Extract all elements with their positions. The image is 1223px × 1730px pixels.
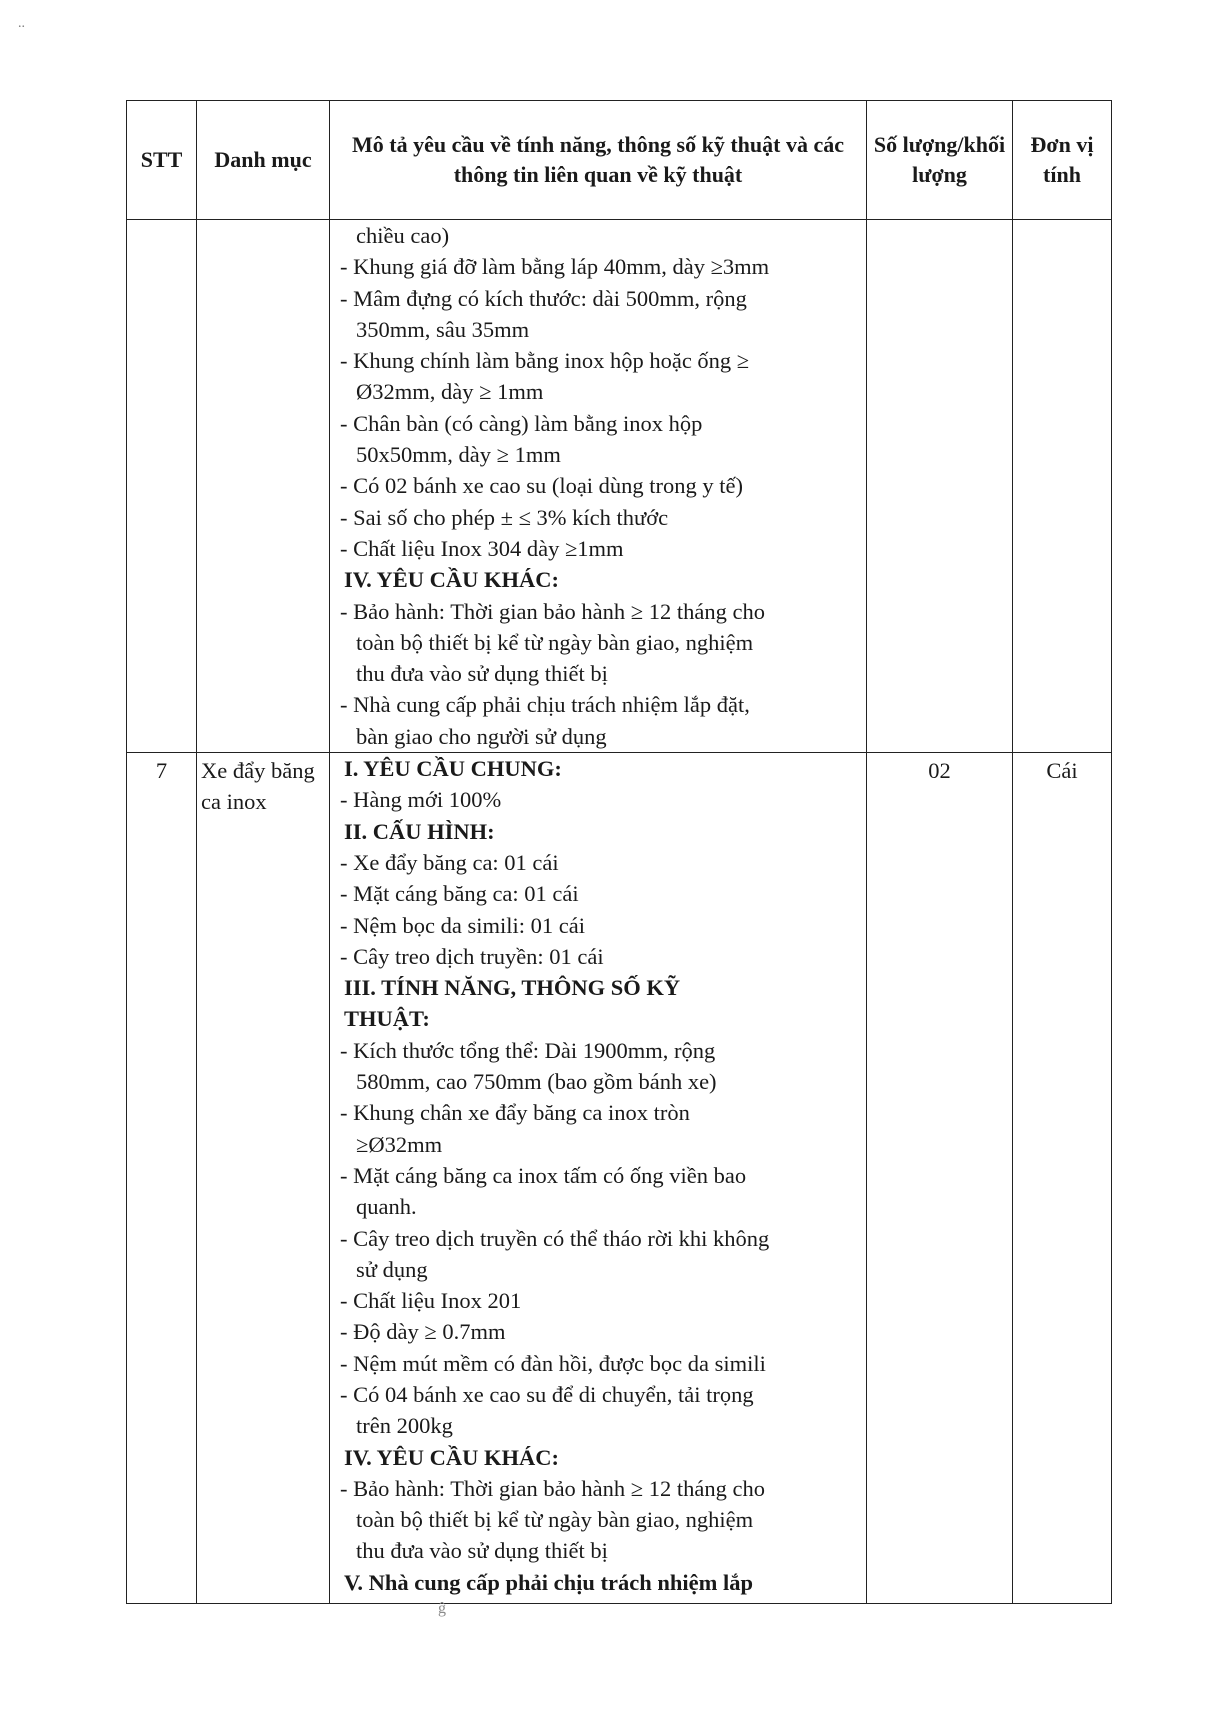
description-line: chiều cao) [356,223,450,248]
description-line: - Mặt cáng băng ca: 01 cái [340,881,579,907]
section-heading: I. YÊU CẦU CHUNG: [344,756,562,782]
quantity-cell [867,753,1013,1604]
section-heading: V. Nhà cung cấp phải chịu trách nhiệm lắp [344,1569,754,1595]
description-line: toàn bộ thiết bị kể từ ngày bàn giao, nghiệm [356,1507,754,1533]
stt-cell [127,753,197,1604]
stt-value [127,220,196,222]
description-line: - Xe đẩy băng ca: 01 cái [340,849,559,875]
description-line: - Mặt cáng băng ca inox tấm có ống viền bao [340,1162,747,1188]
section-heading: THUẬT: [344,1006,430,1032]
header-unit: Đơn vị tính [1013,101,1112,220]
header-stt: STT [127,101,197,220]
header-quantity: Số lượng/khối lượng [867,101,1013,220]
table-row-7 [127,753,1112,1604]
section-heading: III. TÍNH NĂNG, THÔNG SỐ KỸ [344,975,681,1001]
description-line: bàn giao cho người sử dụng [356,723,607,749]
description-line: 350mm, sâu 35mm [356,316,530,342]
category-value: Xe đẩy băng ca inox [201,758,315,815]
description-line: - Có 04 bánh xe cao su để di chuyển, tải trọng [340,1381,754,1407]
quantity-value: 02 [928,758,951,784]
stt-cell [127,220,197,753]
description-line: thu đưa vào sử dụng thiết bị [356,1538,608,1564]
description-line: - Bảo hành: Thời gian bảo hành ≥ 12 tháng cho [340,598,765,624]
unit-cell [1013,753,1112,1604]
description-line: - Kích thước tổng thể: Dài 1900mm, rộng [340,1037,716,1063]
page-corner-mark: .. [18,16,25,31]
bottom-stamp-mark: ĝ [438,1600,446,1617]
section-heading: IV. YÊU CẦU KHÁC: [344,1444,560,1470]
header-category: Danh mục [197,101,330,220]
unit-value [1013,220,1111,222]
description-line: sử dụng [356,1256,428,1282]
unit-value: Cái [1046,758,1078,784]
description-cell [330,753,867,1604]
description-line: trên 200kg [356,1413,453,1439]
description-line: - Sai số cho phép ± ≤ 3% kích thước [340,504,669,530]
quantity-cell [867,220,1013,753]
description-line: - Chất liệu Inox 201 [340,1288,522,1314]
description-line: thu đưa vào sử dụng thiết bị [356,661,608,687]
stt-value: 7 [155,758,168,784]
description-line: - Nhà cung cấp phải chịu trách nhiệm lắp đặt, [340,692,750,718]
quantity-value [867,220,1012,222]
description-line: Ø32mm, dày ≥ 1mm [356,379,544,405]
description-line: - Khung giá đỡ làm bằng láp 40mm, dày ≥3mm [340,254,770,280]
category-cell [197,753,330,1604]
section-heading: IV. YÊU CẦU KHÁC: [344,567,560,593]
description-line: - Cây treo dịch truyền có thể tháo rời khi không [340,1225,770,1251]
description-line: - Có 02 bánh xe cao su (loại dùng trong y tế) [340,473,744,499]
description-line: 580mm, cao 750mm (bao gồm bánh xe) [356,1069,717,1095]
description-line: - Chân bàn (có càng) làm bằng inox hộp [340,410,703,436]
description-line: - Nệm bọc da simili: 01 cái [340,912,585,938]
table-row-continuation [127,220,1112,753]
description-line: - Nệm mút mềm có đàn hồi, được bọc da simili [340,1350,766,1376]
description-line: - Hàng mới 100% [340,787,502,813]
description-line: - Mâm đựng có kích thước: dài 500mm, rộng [340,285,747,311]
description-line: ≥Ø32mm [356,1131,443,1157]
table-header-row [127,101,1112,220]
description-line: 50x50mm, dày ≥ 1mm [356,442,561,468]
description-line: - Chất liệu Inox 304 dày ≥1mm [340,535,624,561]
description-line: - Độ dày ≥ 0.7mm [340,1319,506,1345]
specification-table [126,100,1112,1604]
description-line: quanh. [356,1194,417,1220]
description-line: - Cây treo dịch truyền: 01 cái [340,943,604,969]
description-line: - Bảo hành: Thời gian bảo hành ≥ 12 tháng cho [340,1475,765,1501]
description-line: - Khung chân xe đẩy băng ca inox tròn [340,1100,690,1126]
unit-cell [1013,220,1112,753]
description-line: - Khung chính làm bằng inox hộp hoặc ống ≥ [340,348,750,374]
category-value [197,220,329,222]
header-description: Mô tả yêu cầu về tính năng, thông số kỹ thuật và các thông tin liên quan về kỹ thuật [330,101,867,220]
description-line: toàn bộ thiết bị kể từ ngày bàn giao, nghiệm [356,629,754,655]
section-heading: II. CẤU HÌNH: [344,818,495,844]
description-cell [330,220,867,753]
category-cell [197,220,330,753]
